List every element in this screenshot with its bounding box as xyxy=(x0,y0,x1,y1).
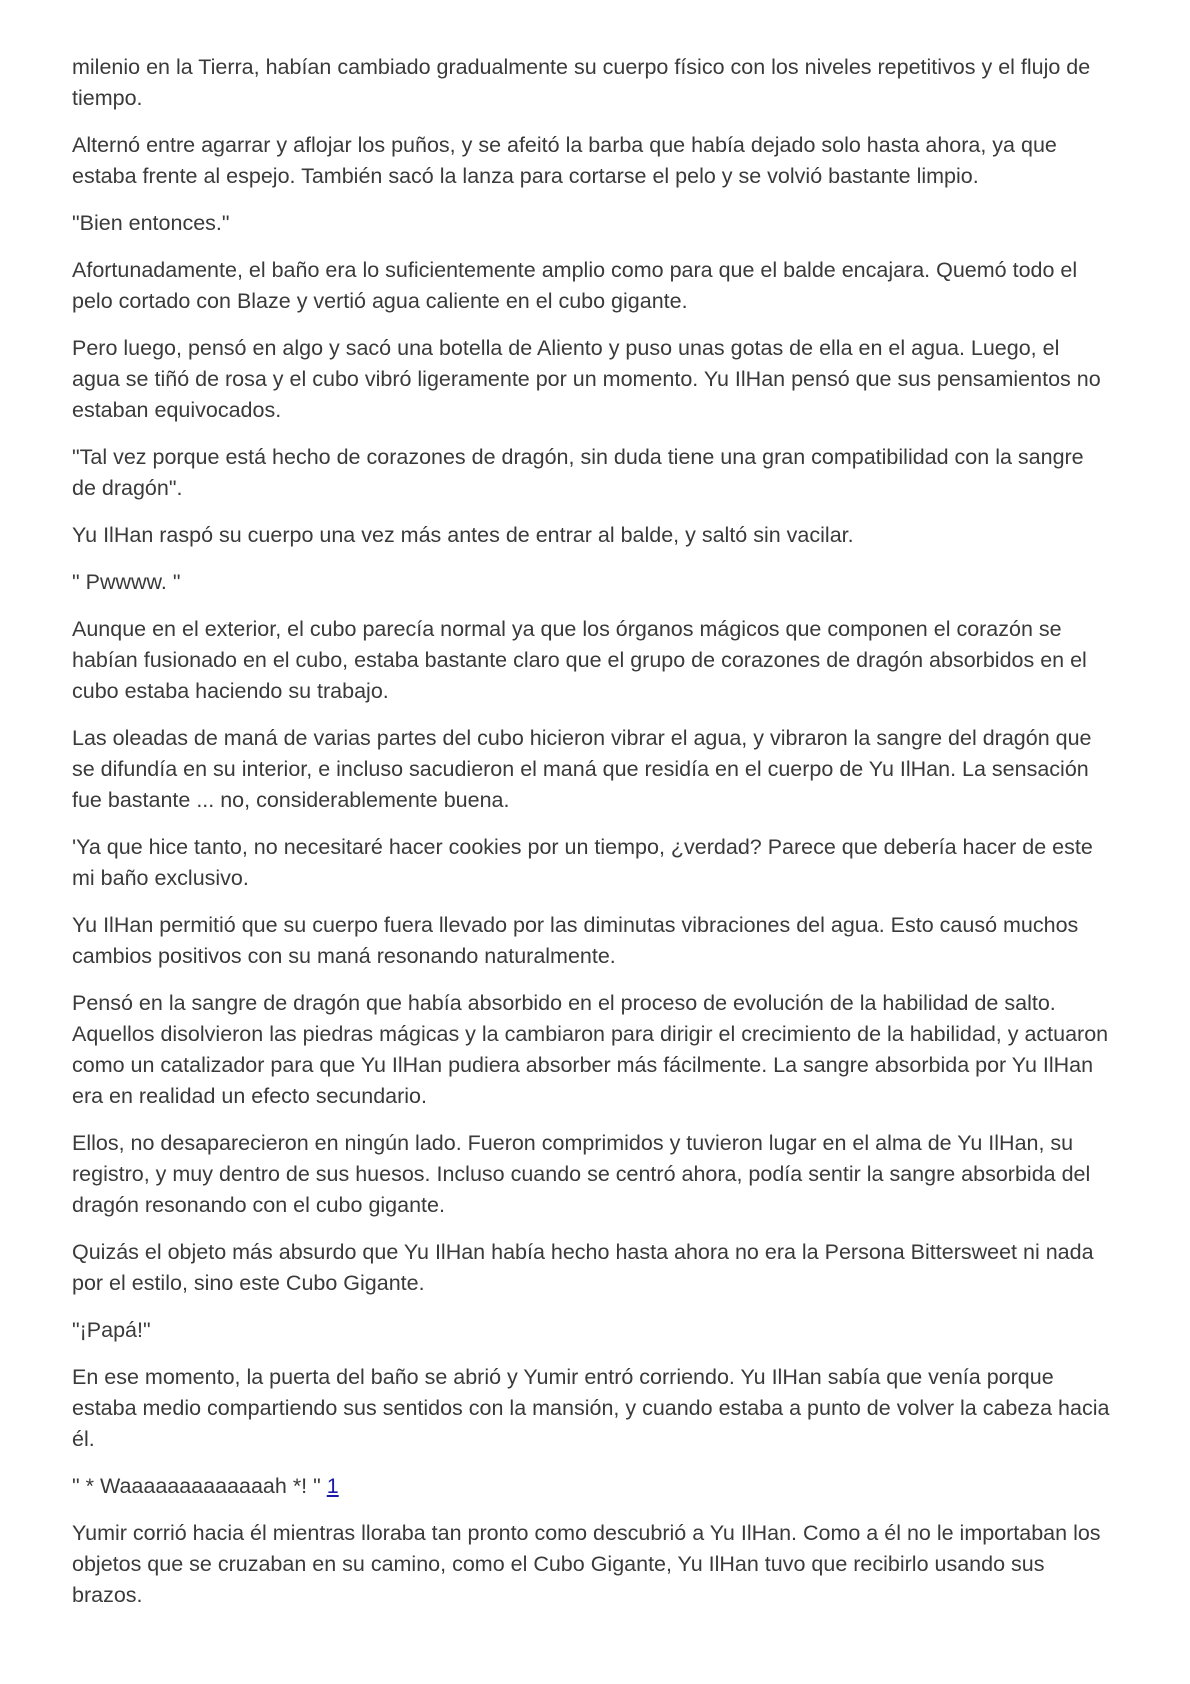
paragraph-15: Quizás el objeto más absurdo que Yu IlHan había hecho hasta ahora no era la Persona Bittersweet ni nada por el estilo, sino este Cubo Gigante. xyxy=(72,1240,1094,1295)
paragraph-2: Alternó entre agarrar y aflojar los puños, y se afeitó la barba que había dejado solo hasta ahora, ya que estaba frente al espejo. También sacó la lanza para cortarse el pelo y se volvió bastante limpio. xyxy=(72,133,1057,188)
paragraph-17: En ese momento, la puerta del baño se abrió y Yumir entró corriendo. Yu IlHan sabía que venía porque estaba medio compartiendo sus sentidos con la mansión, y cuando estaba a punto de volver la cabeza hacia él. xyxy=(72,1365,1110,1451)
document-page xyxy=(72,52,1112,1627)
paragraph-1: milenio en la Tierra, habían cambiado gradualmente su cuerpo físico con los niveles repetitivos y el flujo de tiempo. xyxy=(72,55,1091,110)
shout-paragraph xyxy=(72,1471,1112,1502)
paragraph-9: Aunque en el exterior, el cubo parecía normal ya que los órganos mágicos que componen el corazón se habían fusionado en el cubo, estaba bastante claro que el grupo de corazones de dragón absorbidos en el cubo estaba haciendo su trabajo. xyxy=(72,617,1087,703)
paragraph-5: Pero luego, pensó en algo y sacó una botella de Aliento y puso unas gotas de ella en el agua. Luego, el agua se tiñó de rosa y el cubo vibró ligeramente por un momento. Yu IlHan pensó que sus pensamientos no estaban equivocados. xyxy=(72,336,1101,422)
shout-text: " * Waaaaaaaaaaaaah *! " xyxy=(72,1474,327,1498)
paragraph-12: Yu IlHan permitió que su cuerpo fuera llevado por las diminutas vibraciones del agua. Esto causó muchos cambios positivos con su maná resonando naturalmente. xyxy=(72,913,1079,968)
paragraph-14: Ellos, no desaparecieron en ningún lado. Fueron comprimidos y tuvieron lugar en el alma de Yu IlHan, su registro, y muy dentro de sus huesos. Incluso cuando se centró ahora, podía sentir la sangre absorbida del dragón resonando con el cubo gigante. xyxy=(72,1131,1091,1217)
paragraph-13: Pensó en la sangre de dragón que había absorbido en el proceso de evolución de la habilidad de salto. Aquellos disolvieron las piedras mágicas y la cambiaron para dirigir el crecimiento de la habilidad, y actuaron como un catalizador para que Yu IlHan pudiera absorber más fácilmente. La sangre absorbida por Yu IlHan era en realidad un efecto secundario. xyxy=(72,991,1109,1108)
paragraph-last: Yumir corrió hacia él mientras lloraba tan pronto como descubrió a Yu IlHan. Como a él no le importaban los objetos que se cruzaban en su camino, como el Cubo Gigante, Yu IlHan tuvo que recibirlo usando sus brazos. xyxy=(72,1521,1101,1607)
paragraph-6: "Tal vez porque está hecho de corazones de dragón, sin duda tiene una gran compatibilidad con la sangre de dragón". xyxy=(72,445,1084,500)
footnote-link[interactable]: 1 xyxy=(326,1474,339,1498)
paragraph-3: "Bien entonces." xyxy=(72,211,230,235)
paragraph-10: Las oleadas de maná de varias partes del cubo hicieron vibrar el agua, y vibraron la sangre del dragón que se difundía en su interior, e incluso sacudieron el maná que residía en el cuerpo de Yu IlHan. La sensación fue bastante ... no, considerablemente buena. xyxy=(72,726,1092,812)
paragraph-7: Yu IlHan raspó su cuerpo una vez más antes de entrar al balde, y saltó sin vacilar. xyxy=(72,523,854,547)
paragraph-8: " Pwwww. " xyxy=(72,570,181,594)
paragraph-11: 'Ya que hice tanto, no necesitaré hacer cookies por un tiempo, ¿verdad? Parece que debería hacer de este mi baño exclusivo. xyxy=(72,835,1093,890)
paragraph-4: Afortunadamente, el baño era lo suficientemente amplio como para que el balde encajara. Quemó todo el pelo cortado con Blaze y vertió agua caliente en el cubo gigante. xyxy=(72,258,1078,313)
paragraph-16: "¡Papá!" xyxy=(72,1318,151,1342)
